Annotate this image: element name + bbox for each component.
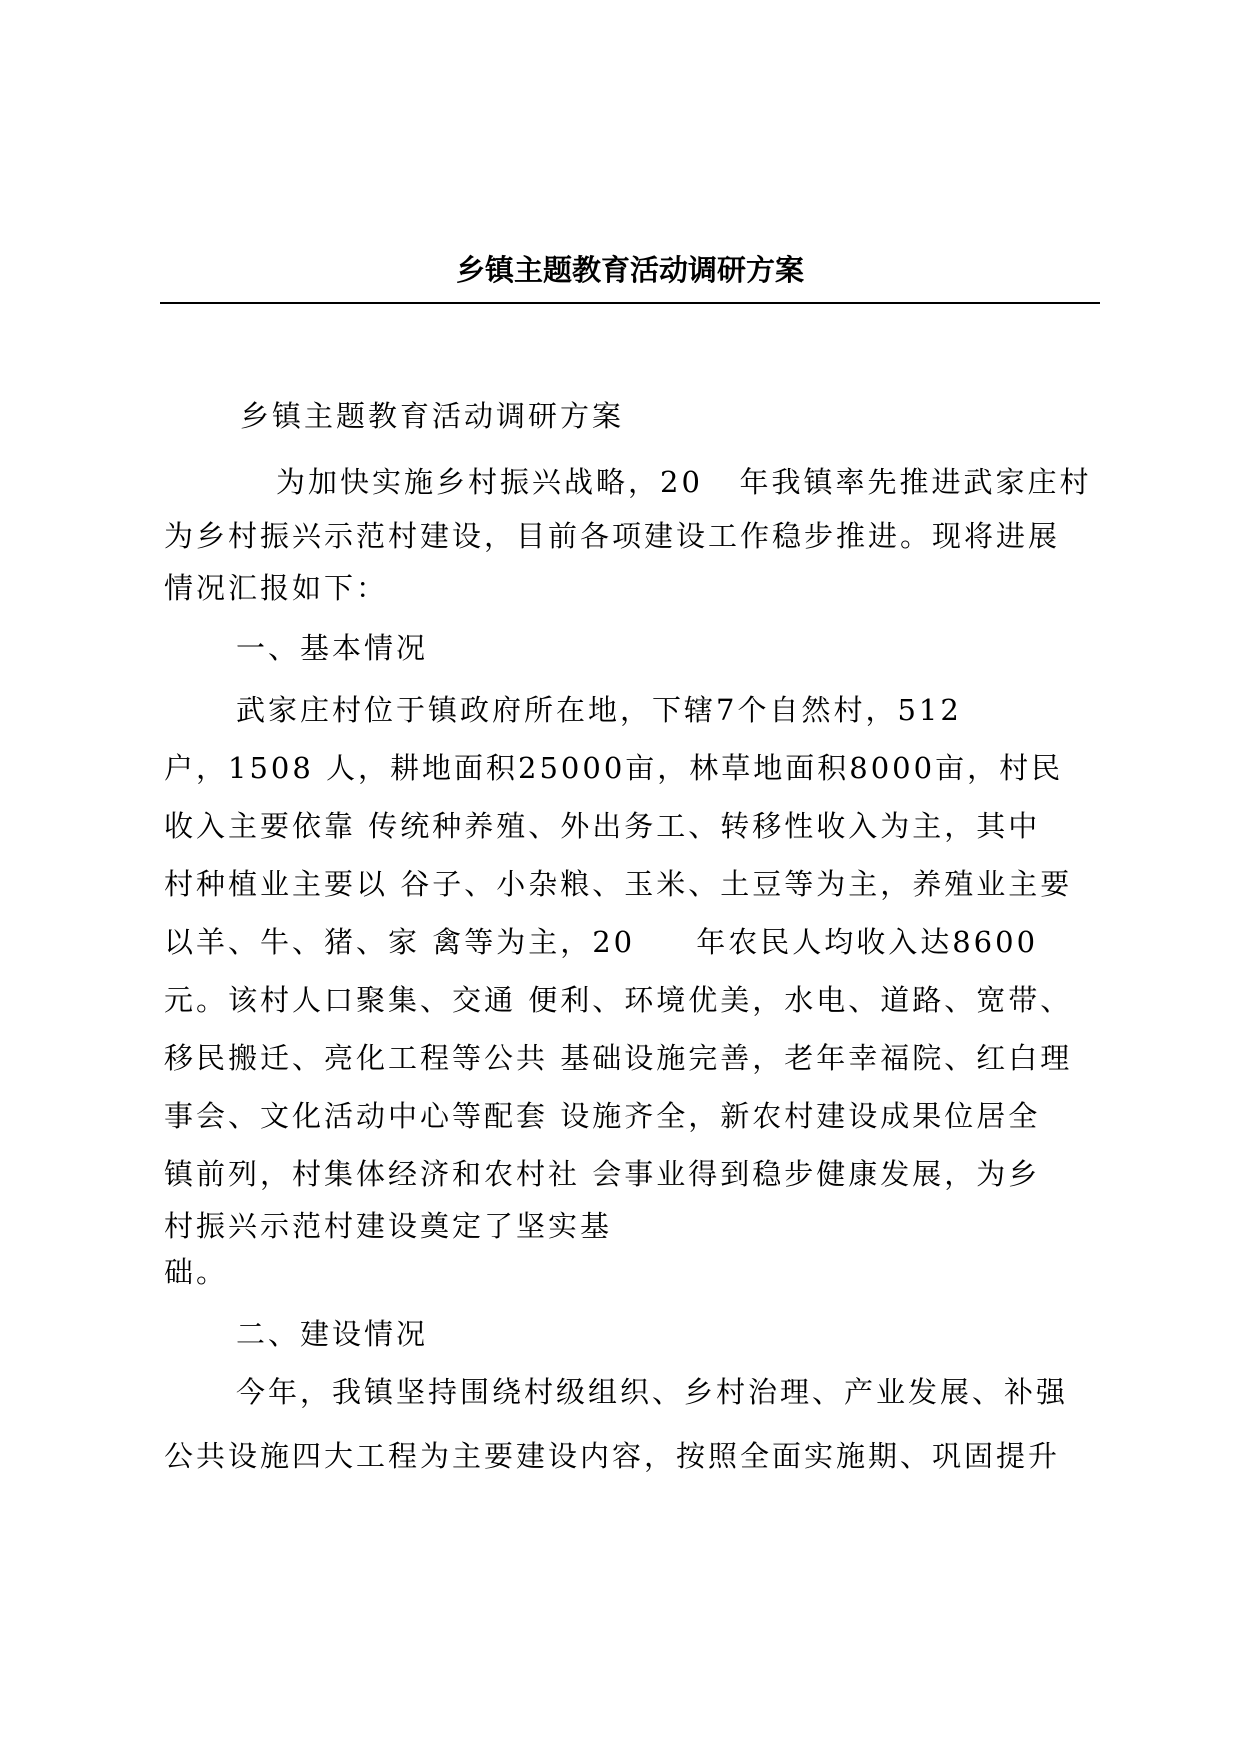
body-line-14: 镇前列，村集体经济和农村社 会事业得到稳步健康发展，为乡 xyxy=(164,1157,1041,1191)
body-line-11: 元。该村人口聚集、交通 便利、环境优美，水电、道路、宽带、 xyxy=(164,983,1073,1017)
body-line-8: 收入主要依靠 传统种养殖、外出务工、转移性收入为主，其中 xyxy=(164,809,1041,843)
body-line-13: 事会、文化活动中心等配套 设施齐全，新农村建设成果位居全 xyxy=(164,1099,1041,1133)
body-line-6: 武家庄村位于镇政府所在地，下辖7个自然村，512 xyxy=(236,693,962,727)
body-line-15: 村振兴示范村建设奠定了坚实基 xyxy=(164,1209,613,1243)
body-line-4: 情况汇报如下： xyxy=(164,571,389,605)
title-divider xyxy=(160,302,1100,304)
body-line-1: 乡镇主题教育活动调研方案 xyxy=(240,399,625,433)
body-line-3: 为乡村振兴示范村建设，目前各项建设工作稳步推进。现将进展 xyxy=(164,519,1061,553)
body-line-7: 户，1508 人，耕地面积25000亩，林草地面积8000亩，村民 xyxy=(164,751,1064,785)
section-heading-1: 一、基本情况 xyxy=(236,631,429,665)
body-line-12: 移民搬迁、亮化工程等公共 基础设施完善，老年幸福院、红白理 xyxy=(164,1041,1073,1075)
body-line-18: 今年，我镇坚持围绕村级组织、乡村治理、产业发展、补强 xyxy=(236,1375,1069,1409)
body-line-19: 公共设施四大工程为主要建设内容，按照全面实施期、巩固提升 xyxy=(164,1439,1061,1473)
body-line-16: 础。 xyxy=(164,1255,229,1289)
body-line-9: 村种植业主要以 谷子、小杂粮、玉米、土豆等为主，养殖业主要 xyxy=(164,867,1073,901)
document-title: 乡镇主题教育活动调研方案 xyxy=(455,253,804,287)
section-heading-2: 二、建设情况 xyxy=(236,1317,429,1351)
body-line-10: 以羊、牛、猪、家 禽等为主，20 年农民人均收入达8600 xyxy=(164,925,1039,959)
body-line-2: 为加快实施乡村振兴战略，20 年我镇率先推进武家庄村 xyxy=(276,465,1092,499)
